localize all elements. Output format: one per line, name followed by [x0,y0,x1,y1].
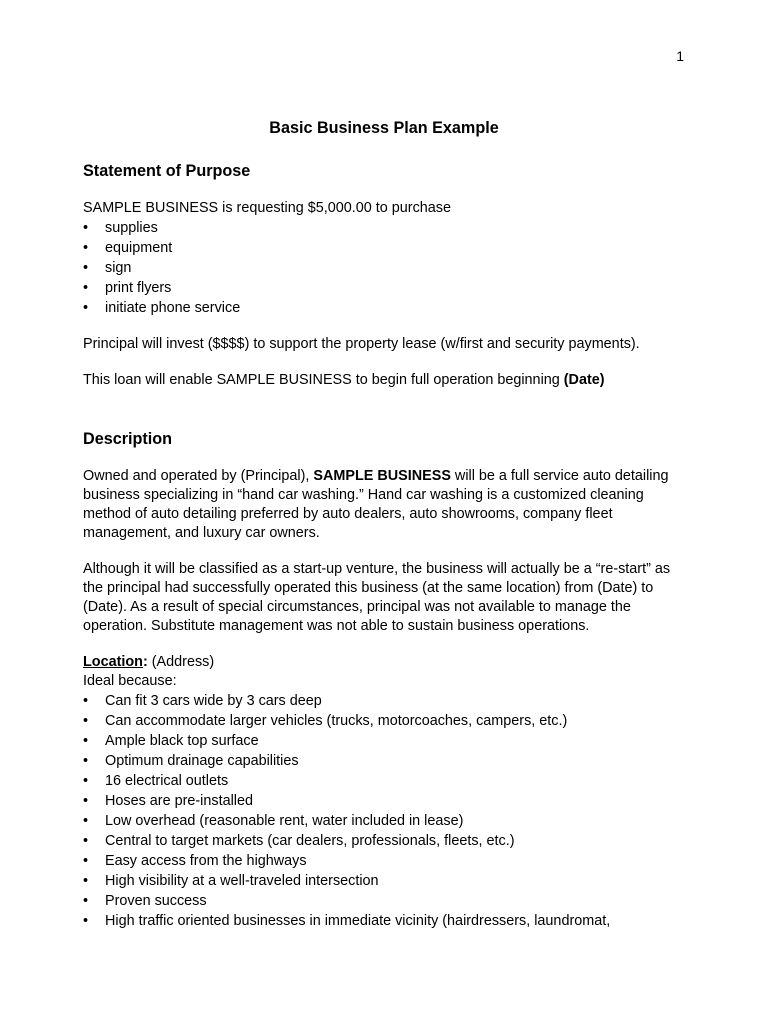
bullet-icon: • [83,220,89,236]
list-item: • Optimum drainage capabilities [83,753,299,769]
bullet-icon: • [83,833,89,849]
loan-paragraph: This loan will enable SAMPLE BUSINESS to begin full operation beginning (Date) [83,372,605,388]
list-item: • Hoses are pre-installed [83,793,253,809]
bullet-icon: • [83,793,89,809]
bullet-icon: • [83,240,89,256]
location-label: Location [83,654,143,670]
bullet-icon: • [83,853,89,869]
loan-date: (Date) [563,372,605,388]
list-item: • Central to target markets (car dealers, professionals, fleets, etc.) [83,833,515,849]
description-paragraph-2: Although it will be classified as a start-up venture, the business will actually be a “re-start” as the principal had successfully operated this business (at the same location) from (Date) to (Date). As a result of special circumstances, principal was not available to manage the operation. Substitute management was not able to sustain business operations. [83,561,671,634]
list-item: • supplies [83,220,158,236]
list-item: • Can accommodate larger vehicles (trucks, motorcoaches, campers, etc.) [83,713,568,729]
statement-intro: SAMPLE BUSINESS is requesting $5,000.00 to purchase [83,200,451,216]
location-list [83,691,693,931]
list-item: • High traffic oriented businesses in immediate vicinity (hairdressers, laundromat, [83,913,611,929]
list-item: • Easy access from the highways [83,853,307,869]
bullet-icon: • [83,260,89,276]
bullet-icon: • [83,713,89,729]
bullet-icon: • [83,893,89,909]
list-item: • Can fit 3 cars wide by 3 cars deep [83,693,322,709]
list-item: • print flyers [83,280,172,296]
list-item: • sign [83,260,132,276]
list-item: • equipment [83,240,173,256]
bullet-icon: • [83,773,89,789]
description-paragraph-1: Owned and operated by (Principal), SAMPLE BUSINESS will be a full service auto detailing business specializing in “hand car washing.” Hand car washing is a customized cleaning method of auto detailing preferred by auto dealers, auto showrooms, company fleet management, and luxury car owners. [83,468,669,541]
document-title: Basic Business Plan Example [269,119,499,137]
location-line: Location: (Address) [83,654,215,670]
bullet-icon: • [83,693,89,709]
bullet-icon: • [83,873,89,889]
bullet-icon: • [83,813,89,829]
statement-list [83,218,693,318]
list-item: • 16 electrical outlets [83,773,229,789]
list-item: • Proven success [83,893,207,909]
bullet-icon: • [83,733,89,749]
description-heading: Description [83,430,173,448]
bullet-icon: • [83,300,89,316]
page-number: 1 [676,48,684,64]
document-body [83,160,693,931]
list-item: • Low overhead (reasonable rent, water included in lease) [83,813,464,829]
statement-heading: Statement of Purpose [83,162,251,180]
invest-paragraph: Principal will invest ($$$$) to support the property lease (w/first and security payments). [83,336,640,352]
bullet-icon: • [83,913,89,929]
bullet-icon: • [83,280,89,296]
list-item: • Ample black top surface [83,733,259,749]
list-item: • initiate phone service [83,300,241,316]
bullet-icon: • [83,753,89,769]
list-item: • High visibility at a well-traveled intersection [83,873,379,889]
ideal-because: Ideal because: [83,673,177,689]
